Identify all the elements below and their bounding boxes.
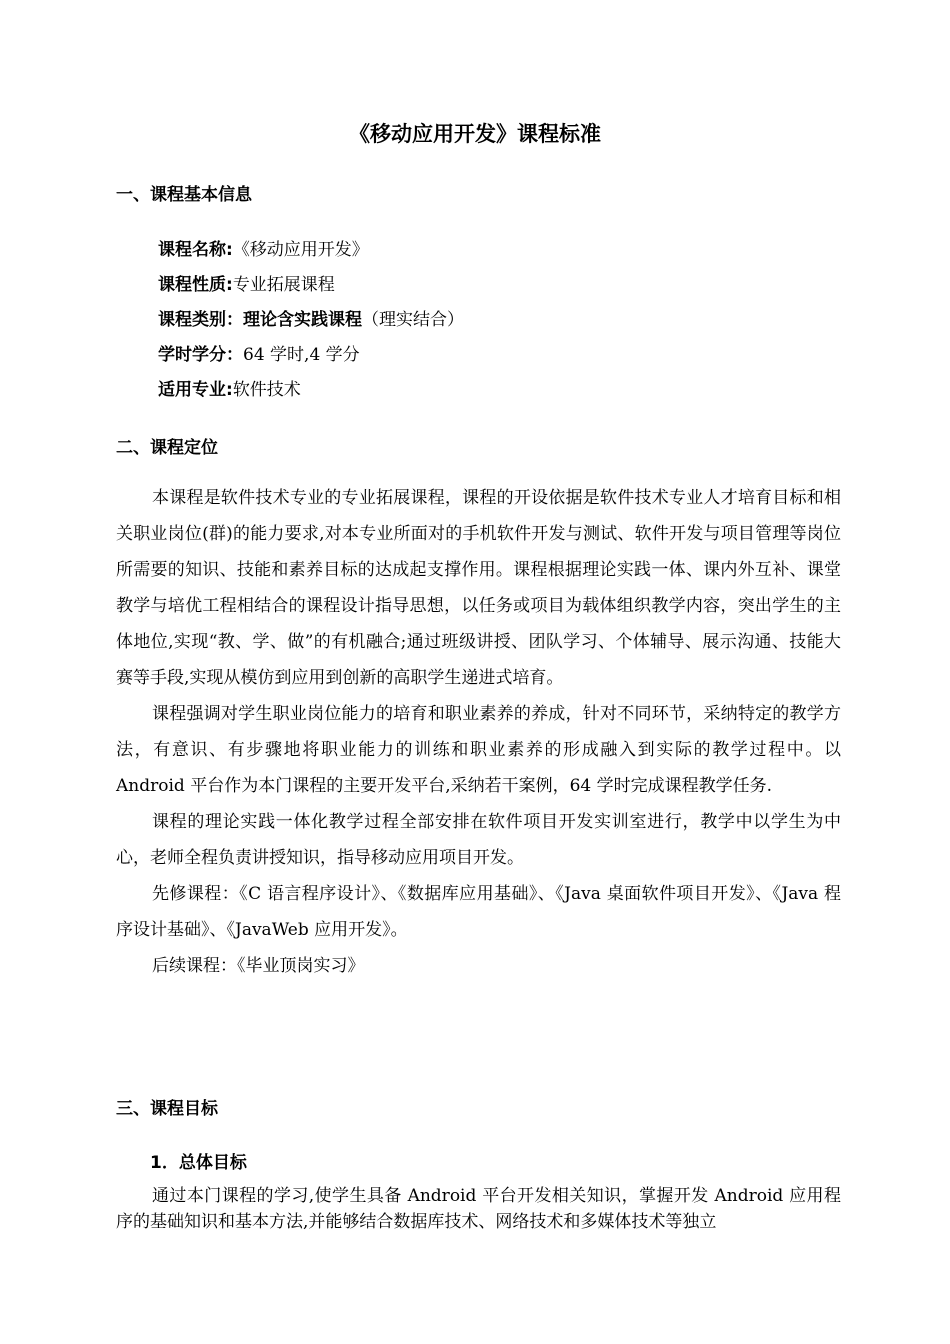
subsection-heading: 1．总体目标 xyxy=(150,1153,247,1173)
info-major xyxy=(158,375,301,400)
info-value: （理实结合） xyxy=(362,310,464,330)
info-value: 64 学时,4 学分 xyxy=(243,345,360,365)
document-title: 《移动应用开发》课程标准 xyxy=(349,122,601,146)
section3-heading: 三、课程目标 xyxy=(116,1099,218,1119)
info-label: 学时学分： xyxy=(158,345,243,365)
info-course-name xyxy=(158,235,369,260)
info-value: 《移动应用开发》 xyxy=(232,240,369,260)
paragraph: 后续课程：《毕业顶岗实习》 xyxy=(152,956,365,976)
info-value: 软件技术 xyxy=(232,380,301,400)
paragraph: 课程强调对学生职业岗位能力的培育和职业素养的养成，针对不同环节，采纳特定的教学方法，有意识、有步骤地将职业能力的训练和职业素养的形成融入到实际的教学过程中。以 Android 平台作为本门课程的主要开发平台,采纳若干案例，64 学时完成课程教学任务. xyxy=(116,704,841,796)
paragraph: 本课程是软件技术专业的专业拓展课程，课程的开设依据是软件技术专业人才培育目标和相关职业岗位(群)的能力要求,对本专业所面对的手机软件开发与测试、软件开发与项目管理等岗位所需要的知识、技能和素养目标的达成起支撑作用。课程根据理论实践一体、课内外互补、课堂教学与培优工程相结合的课程设计指导思想，以任务或项目为载体组织教学内容，突出学生的主体地位,实现“教、学、做”的有机融合;通过班级讲授、团队学习、个体辅导、展示沟通、技能大赛等手段,实现从模仿到应用到创新的高职学生递进式培育。 xyxy=(116,488,841,688)
info-label: 课程名称: xyxy=(158,240,233,260)
info-course-type xyxy=(158,305,464,330)
info-label: 课程性质: xyxy=(158,275,233,295)
info-label: 课程类别：理论含实践课程 xyxy=(158,310,362,330)
info-label: 适用专业: xyxy=(158,380,233,400)
section1-heading: 一、课程基本信息 xyxy=(116,185,252,205)
info-value: 专业拓展课程 xyxy=(232,275,335,295)
paragraph: 通过本门课程的学习,使学生具备 Android 平台开发相关知识，掌握开发 Android 应用程序的基础知识和基本方法,并能够结合数据库技术、网络技术和多媒体技术等独立 xyxy=(116,1186,841,1232)
paragraph: 先修课程：《C 语言程序设计》、《数据库应用基础》、《Java 桌面软件项目开发》、《Java 程序设计基础》、《JavaWeb 应用开发》。 xyxy=(116,884,841,940)
section2-heading: 二、课程定位 xyxy=(116,438,218,458)
info-course-nature xyxy=(158,270,335,295)
subsection-body xyxy=(116,1183,841,1235)
info-hours-credits xyxy=(158,340,360,365)
section2-body xyxy=(116,480,841,984)
paragraph: 课程的理论实践一体化教学过程全部安排在软件项目开发实训室进行，教学中以学生为中心，老师全程负责讲授知识，指导移动应用项目开发。 xyxy=(116,812,841,868)
